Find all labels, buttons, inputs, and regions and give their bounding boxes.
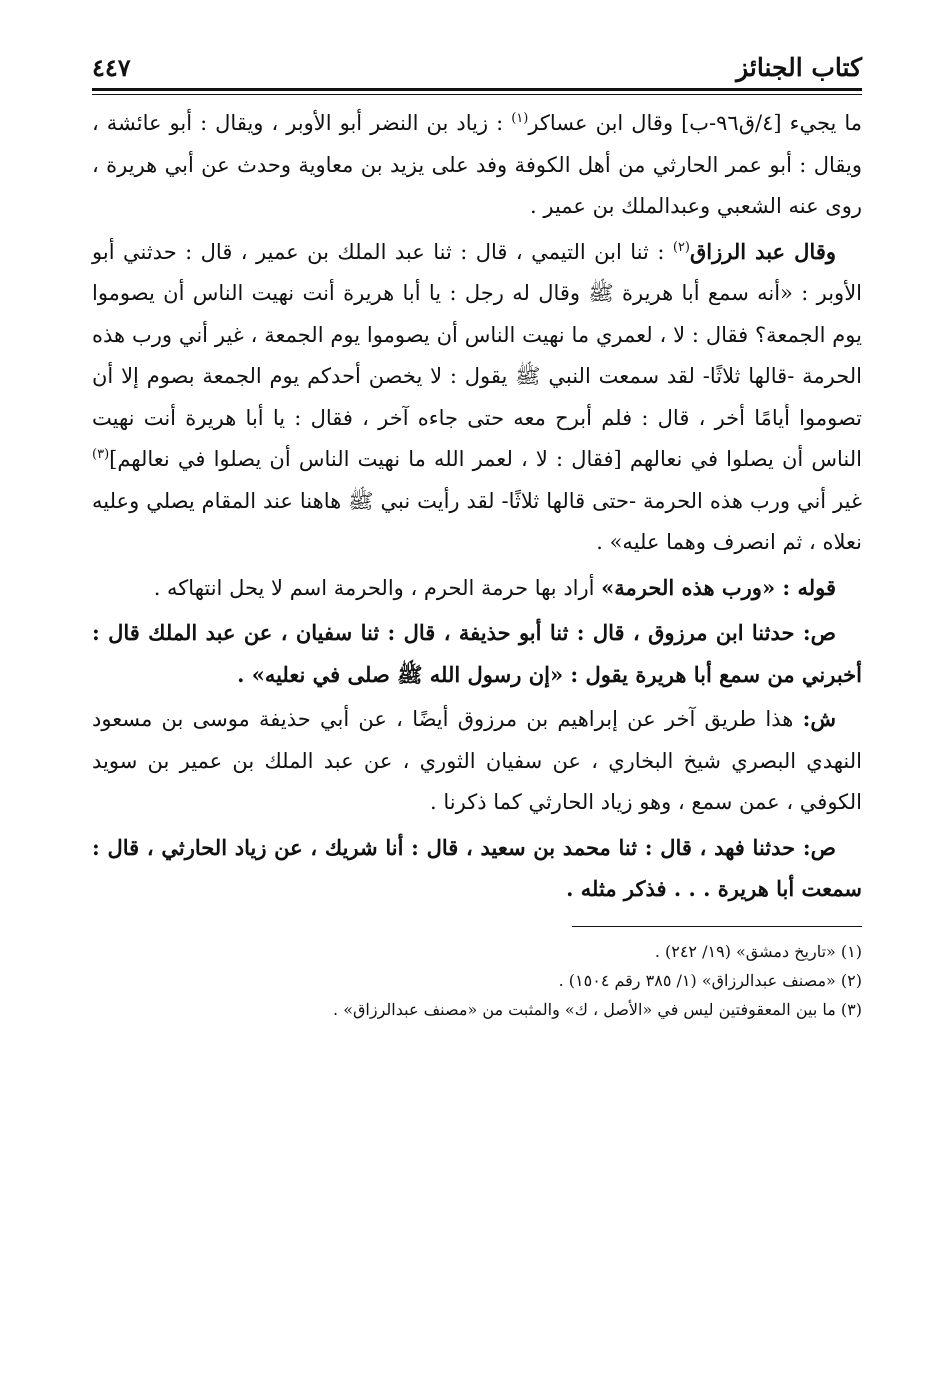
footnote-3: (٣) ما بين المعقوفتين ليس في «الأصل ، ك» والمثبت من «مصنف عبدالرزاق» . xyxy=(333,999,862,1019)
footnote-rule xyxy=(572,926,862,927)
header-rule-thin xyxy=(92,94,862,95)
footnote-1: (١) «تاريخ دمشق» (١٩/ ٢٤٢) . xyxy=(654,941,862,961)
paragraph-lead: وقال عبد الرزاق xyxy=(690,238,836,264)
footnotes xyxy=(92,937,862,1024)
paragraph-3 xyxy=(92,567,862,610)
paragraph-1 xyxy=(92,103,862,228)
paragraph-lead: قوله : «ورب هذه الحرمة» xyxy=(601,574,836,600)
book-page xyxy=(92,36,862,1024)
header-rule-thick xyxy=(92,88,862,91)
main-text xyxy=(92,103,862,910)
page-number: ٤٤٧ xyxy=(92,53,131,82)
paragraph-lead: ش: xyxy=(802,706,836,731)
paragraph-6: ص: حدثنا فهد ، قال : ثنا محمد بن سعيد ، قال : أنا شريك ، عن زياد الحارثي ، قال : سمعت أبا هريرة . . . فذكر مثله . xyxy=(92,834,862,901)
paragraph-5 xyxy=(92,698,862,824)
footnote-2: (٢) «مصنف عبدالرزاق» (١/ ٣٨٥ رقم ١٥٠٤) . xyxy=(558,970,862,990)
paragraph-text: أراد بها حرمة الحرم ، والحرمة اسم لا يحل انتهاكه . xyxy=(153,575,602,600)
paragraph-text: : زياد بن النضر أبو الأوبر ، ويقال : أبو عائشة ، ويقال : أبو عمر الحارثي من أهل الكوفة وفد على يزيد بن معاوية وحدث عن أبي هريرة ، روى عنه الشعبي وعبدالملك بن عمير . xyxy=(92,111,862,218)
paragraph-text: هذا طريق آخر عن إبراهيم بن مرزوق أيضًا ، عن أبي حذيفة موسى بن مسعود النهدي البصري شيخ البخاري ، عن سفيان الثوري ، عن عبد الملك بن عمير بن سويد الكوفي ، عمن سمع ، وهو زياد الحارثي كما ذكرنا . xyxy=(92,707,862,814)
paragraph-4: ص: حدثنا ابن مرزوق ، قال : ثنا أبو حذيفة ، قال : ثنا سفيان ، عن عبد الملك قال : أخبرني من سمع أبا هريرة يقول : «إن رسول الله ﷺ صلى في نعليه» . xyxy=(92,620,862,687)
paragraph-text: غير أني ورب هذه الحرمة -حتى قالها ثلاثًا- لقد رأيت نبي ﷺ هاهنا عند المقام يصلي وعليه نعلاه ، ثم انصرف وهما عليه» . xyxy=(92,488,862,554)
footnote-ref-1[interactable]: (١) xyxy=(511,111,529,126)
chapter-title: كتاب الجنائز xyxy=(736,53,862,82)
paragraph-2 xyxy=(92,231,862,564)
footnote-ref-2[interactable]: (٢) xyxy=(672,239,690,255)
running-header xyxy=(92,36,862,82)
footnote-ref-3[interactable]: (٣) xyxy=(92,447,110,462)
paragraph-text: ما يجيء [٤/ق٩٦-ب] وقال ابن عساكر xyxy=(528,111,863,135)
paragraph-text: : ثنا ابن التيمي ، قال : ثنا عبد الملك بن عمير ، قال : حدثني أبو الأوبر : «أنه سمع أبا هريرة ﷺ وقال له رجل : يا أبا هريرة أنت نهيت الناس أن يصوموا يوم الجمعة؟ فقال : لا ، لعمري ما نهيت الناس أن يصوموا يوم الجمعة ، غير أني ورب هذه الحرمة -قالها ثلاثًا- لقد سمعت النبي ﷺ يقول : لا يخصن أحدكم يوم الجمعة بصوم إلا أن تصوموا أيامًا أخر ، قال : فلم أبرح معه حتى جاءه آخر ، فقال : يا أبا هريرة أنت نهيت الناس أن يصلوا في نعالهم [فقال : لا ، لعمر الله ما نهيت الناس أن يصلوا في نعالهم] xyxy=(92,239,862,471)
